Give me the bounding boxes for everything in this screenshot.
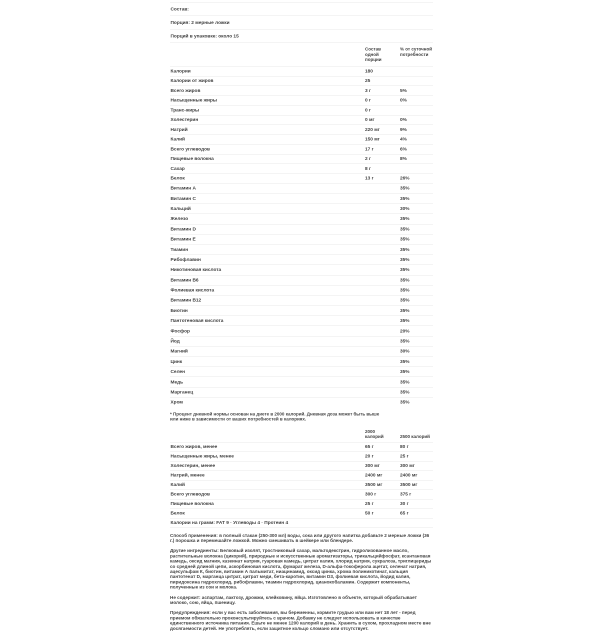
vitamin-daily-value: 35% — [400, 369, 410, 375]
reference-value-2500: 3500 мг — [400, 482, 418, 488]
fine-print-paragraph: Способ применения: в полный стакан (250-300 мл) воды, сока или другого напитка добавьте 2 мерные ложки (36 г.) порошка и перемешайте ложкой. Можно смешивать в шейкере или блендере. — [170, 532, 430, 543]
vitamin-name: Селен — [170, 369, 186, 375]
reference-value-2000: 20 г — [365, 453, 374, 460]
vitamin-name: Кальций — [170, 205, 191, 212]
reference-row — [170, 499, 433, 509]
vitamin-daily-value: 35% — [400, 246, 410, 253]
intro-row-text: Порция: 2 мерные ложки — [170, 19, 230, 26]
vitamin-row — [170, 224, 433, 234]
nutrient-row — [170, 125, 433, 135]
reference-value-2500: 375 г — [400, 491, 412, 498]
reference-name: Калий — [170, 482, 185, 488]
daily-value-footnote: * Процент дневной нормы основан на диете в 2000 калорий. Дневная доза может быть выше или ниже в зависимости от ваших потребностей в калориях. — [170, 411, 380, 422]
nutrient-daily-value: 8% — [400, 156, 407, 162]
vitamin-daily-value: 35% — [400, 256, 410, 263]
nutrient-name: Всего жиров — [170, 87, 201, 94]
nutrient-daily-value: 4% — [400, 136, 407, 143]
reference-name: Всего углеводов — [170, 491, 210, 498]
nutrient-daily-value: 26% — [400, 175, 410, 182]
reference-row — [170, 442, 433, 452]
reference-row — [170, 480, 433, 490]
reference-name: Белок — [170, 510, 185, 517]
daily-value-column-header: % от суточной потребности — [400, 46, 433, 57]
reference-value-2500: 65 г — [400, 510, 409, 517]
vitamin-daily-value: 35% — [400, 307, 410, 314]
vitamin-name: Марганец — [170, 389, 194, 395]
vitamin-daily-value: 35% — [400, 216, 410, 222]
vitamin-name: Магний — [170, 348, 188, 355]
vitamin-row — [170, 244, 433, 254]
vitamin-daily-value: 35% — [400, 287, 410, 294]
nutrient-row — [170, 86, 433, 96]
reference-row — [170, 470, 433, 480]
nutrient-name: Натрий — [170, 126, 188, 133]
vitamin-daily-value: 35% — [400, 277, 410, 283]
vitamin-daily-value: 35% — [400, 358, 410, 365]
reference-table — [170, 442, 433, 518]
nutrient-name: Белок — [170, 175, 185, 182]
nutrient-name: Сахар — [170, 165, 185, 172]
intro-row-text: Порций в упаковке: около 15 — [170, 33, 239, 39]
vitamin-name: Железо — [170, 216, 189, 222]
reference-name: Всего жиров, менее — [170, 444, 218, 450]
vitamin-name: Витамин A — [170, 185, 196, 192]
vitamin-name: Медь — [170, 379, 184, 385]
nutrient-amount: 13 г — [365, 175, 374, 182]
reference-row — [170, 451, 433, 461]
intro-row — [170, 2, 433, 16]
vitamin-row — [170, 377, 433, 387]
reference-value-2000: 300 мг — [365, 463, 380, 469]
vitamin-row — [170, 203, 433, 213]
vitamin-daily-value: 35% — [400, 226, 410, 232]
vitamin-daily-value: 30% — [400, 348, 410, 355]
vitamin-row — [170, 356, 433, 366]
fine-print-paragraph: Предупреждения: если у вас есть заболевания, вы беременны, кормите грудью или вам нет 18 лет - перед приемом обязательно проконсультируйтесь с врачом. Добавку не следует использовать в качестве единственного источника питания. Ешьте не менее 1200 калорий в день. Хранить в сухом, прохладном месте вне досягаемости детей. Не употреблять, если защитное кольцо сломано или отсутствует. — [170, 610, 431, 631]
table-header — [170, 43, 433, 67]
vitamin-daily-value: 35% — [400, 236, 410, 243]
nutrient-daily-value: 6% — [400, 146, 407, 152]
nutrient-row — [170, 144, 433, 154]
column-2000-calories: 2000 калорий — [365, 428, 384, 440]
nutrient-amount: 0 г — [365, 97, 371, 104]
vitamin-row — [170, 214, 433, 224]
vitamin-row — [170, 254, 433, 264]
nutrient-name: Холестерин — [170, 117, 199, 123]
reference-name: Пищевые волокна — [170, 501, 214, 507]
intro-row — [170, 16, 433, 30]
vitamin-daily-value: 35% — [400, 267, 410, 273]
vitamin-name: Йод — [170, 338, 180, 345]
vitamin-daily-value: 35% — [400, 399, 410, 406]
reference-value-2000: 3500 мг — [365, 482, 383, 488]
vitamin-name: Витамин D — [170, 226, 196, 232]
calories-per-gram-text: Калории на грамм: FAT 9 · Углеводы 4 · Протеин 4 — [170, 520, 289, 526]
reference-value-2000: 50 г — [365, 510, 374, 517]
nutrient-name: Транс-жиры — [170, 107, 200, 113]
vitamin-name: Пантотеновая кислота — [170, 318, 224, 324]
vitamin-daily-value: 35% — [400, 338, 410, 345]
vitamin-row — [170, 285, 433, 295]
reference-value-2000: 65 г — [365, 444, 374, 450]
nutrient-amount: 17 г — [365, 146, 374, 152]
vitamin-name: Цинк — [170, 358, 183, 365]
vitamin-row — [170, 336, 433, 346]
nutrient-name: Калий — [170, 136, 185, 143]
intro-row — [170, 29, 433, 43]
reference-value-2000: 25 г — [365, 501, 374, 507]
vitamin-name: Рибофлавин — [170, 256, 201, 263]
nutrient-amount: 150 мг — [365, 136, 380, 143]
fine-print-paragraph: Другие ингредиенты: Белковый изолят, тростниковый сахар, мальтодекстрин, гидролизованное масло, растительные волокна (цикорий), природные и искусственные ароматизаторы, трикальцийфосфат, ксантановая камедь, оксид магния, казеинат натрия, гуаровая камедь, цитрат калия, хлорид натрия, сукралоза, триглицериды со средней длиной цепи, аскорбиновая кислота, фумарат железа, D-альфа-токоферола ацетат, селенат натрия, ацесульфам К, биотин, витамин А пальмитат, ниацинамид, оксид цинка, хрома полиникотинат, кальция пантотенат D, марганца цитрат, цитрат меди, бета-каротин, витамин D3, фолиевая кислота, йодид калия, пиридоксина гидрохлорид, рибофлавин, тиамин гидрохлорид, цианокобаламин. Содержит компоненты, полученные из сои и молока. — [170, 548, 432, 590]
vitamin-row — [170, 316, 433, 326]
nutrient-amount: 25 — [365, 78, 371, 84]
vitamin-row — [170, 346, 433, 356]
vitamin-name: Тиамин — [170, 246, 189, 253]
nutrient-amount: 0 мг — [365, 117, 375, 123]
intro-section — [170, 2, 433, 43]
nutrient-name: Калории — [170, 68, 191, 74]
nutrient-name: Калории от жиров — [170, 78, 214, 84]
vitamin-name: Никотиновая кислота — [170, 267, 222, 273]
vitamin-daily-value: 35% — [400, 318, 410, 324]
nutrient-name: Всего углеводов — [170, 146, 210, 152]
nutrient-row — [170, 105, 433, 115]
vitamin-row — [170, 193, 433, 203]
fine-print-paragraph: Не содержит: аспартам, лактозу, дрожжи, клейковину, яйца. Изготовлено в объекте, который обрабатывает молоко, сою, яйца, пшеницу. — [170, 594, 417, 606]
reference-value-2500: 300 мг — [400, 463, 415, 469]
nutrient-amount: 220 мг — [365, 126, 380, 133]
nutrient-row — [170, 95, 433, 105]
vitamin-name: Фолиевая кислота — [170, 287, 215, 294]
reference-row — [170, 461, 433, 471]
intro-row-text: Состав: — [170, 6, 189, 12]
nutrition-label — [170, 2, 433, 631]
vitamin-name: Биотин — [170, 307, 188, 314]
vitamin-daily-value: 35% — [400, 297, 410, 304]
nutrient-amount: 2 г — [365, 156, 371, 162]
nutrient-section — [170, 66, 433, 183]
nutrient-amount: 3 г — [365, 87, 371, 94]
nutrient-amount: 180 — [365, 68, 373, 74]
nutrient-row — [170, 76, 433, 86]
nutrient-row — [170, 154, 433, 164]
reference-value-2500: 25 г — [400, 453, 409, 460]
vitamin-name: Витамин B12 — [170, 297, 202, 304]
reference-value-2500: 80 г — [400, 444, 409, 450]
nutrient-amount: 0 г — [365, 107, 371, 113]
vitamin-section — [170, 183, 433, 407]
vitamin-daily-value: 35% — [400, 379, 410, 385]
per-serving-column-header: Состав одной порции — [365, 46, 382, 62]
nutrient-row — [170, 164, 433, 174]
vitamin-name: Хром — [170, 399, 183, 406]
reference-table-header — [170, 425, 433, 442]
vitamin-row — [170, 275, 433, 285]
vitamin-name: Витамин C — [170, 195, 196, 202]
nutrient-daily-value: 0% — [400, 117, 407, 123]
nutrient-daily-value: 0% — [400, 97, 407, 104]
vitamin-name: Фосфор — [170, 328, 190, 334]
reference-value-2500: 2400 мг — [400, 472, 418, 479]
vitamin-daily-value: 35% — [400, 389, 410, 395]
reference-name: Насыщенные жиры, менее — [170, 453, 234, 460]
reference-name: Холестерин, менее — [170, 463, 216, 469]
vitamin-row — [170, 326, 433, 336]
fine-print-section — [170, 533, 433, 631]
nutrient-daily-value: 5% — [400, 87, 407, 94]
column-2500-calories: 2500 калорий — [400, 434, 430, 440]
calories-per-gram-row — [170, 518, 433, 528]
nutrient-name: Пищевые волокна — [170, 156, 214, 162]
nutrient-row — [170, 134, 433, 144]
vitamin-row — [170, 234, 433, 244]
reference-value-2500: 30 г — [400, 501, 409, 507]
vitamin-row — [170, 265, 433, 275]
nutrient-name: Насыщенные жиры — [170, 97, 217, 104]
reference-value-2000: 300 г — [365, 491, 377, 498]
vitamin-row — [170, 295, 433, 305]
vitamin-row — [170, 397, 433, 407]
nutrient-row — [170, 115, 433, 125]
vitamin-daily-value: 20% — [400, 328, 410, 334]
vitamin-daily-value: 35% — [400, 185, 410, 192]
vitamin-daily-value: 30% — [400, 205, 410, 212]
reference-row — [170, 489, 433, 499]
reference-value-2000: 2400 мг — [365, 472, 383, 479]
vitamin-name: Витамин B6 — [170, 277, 199, 283]
nutrient-daily-value: 9% — [400, 126, 407, 133]
reference-row — [170, 508, 433, 518]
vitamin-row — [170, 305, 433, 315]
vitamin-daily-value: 35% — [400, 195, 410, 202]
nutrient-row — [170, 173, 433, 183]
vitamin-row — [170, 183, 433, 193]
vitamin-row — [170, 387, 433, 397]
nutrient-row — [170, 66, 433, 76]
nutrient-amount: 8 г — [365, 165, 371, 172]
reference-name: Натрий, менее — [170, 472, 205, 479]
vitamin-name: Витамин E — [170, 236, 196, 243]
vitamin-row — [170, 367, 433, 377]
